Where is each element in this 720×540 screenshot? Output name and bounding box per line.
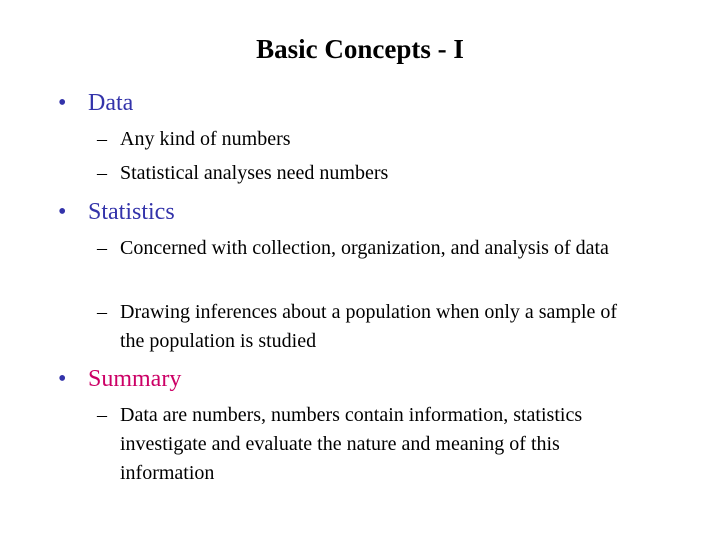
list-item-text: Statistical analyses need numbers [120, 162, 389, 184]
slide-title: Basic Concepts - I [256, 34, 464, 64]
dash-icon: – [97, 237, 107, 259]
section-label-summary: Summary [88, 366, 182, 392]
bullet-icon: • [58, 366, 67, 392]
bullet-icon: • [58, 199, 67, 225]
section-label-data: Data [88, 90, 134, 116]
list-item-text: Concerned with collection, organization, and analysis of data [120, 237, 609, 259]
dash-icon: – [97, 301, 107, 323]
list-item-text: Drawing inferences about a population when only a sample of the population is studied [120, 301, 618, 352]
bullet-icon: • [58, 90, 67, 116]
dash-icon: – [97, 162, 107, 184]
dash-icon: – [97, 128, 107, 150]
dash-icon: – [97, 404, 107, 426]
list-item [97, 125, 697, 154]
list-item [97, 234, 677, 263]
list-item [97, 298, 637, 356]
list-item-text: Data are numbers, numbers contain information, statistics investigate and evaluate the nature and meaning of this information [120, 404, 583, 484]
list-item [97, 159, 697, 188]
section-label-statistics: Statistics [88, 199, 175, 225]
list-item-text: Any kind of numbers [120, 128, 291, 150]
list-item [97, 401, 597, 488]
